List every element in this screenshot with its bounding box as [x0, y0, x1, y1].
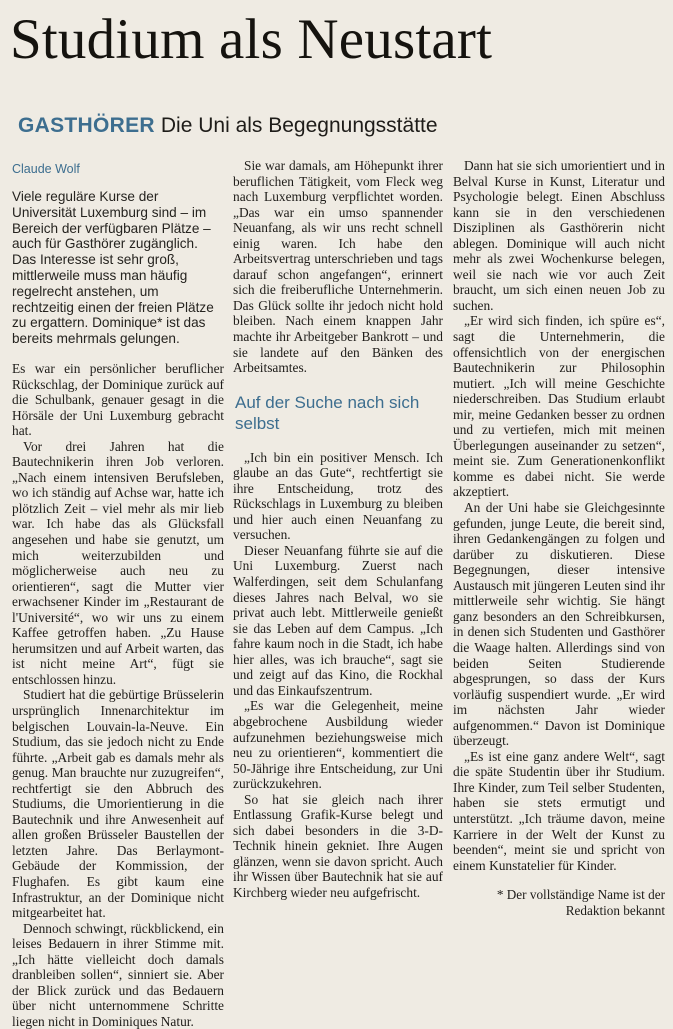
section-heading: Auf der Suche nach sich selbst [235, 392, 420, 433]
article-column-2 [233, 158, 443, 901]
body-paragraph: Studiert hat die gebürtige Brüsselerin ursprünglich Innenarchitektur im belgischen Louvain-la-Neuve. Ein Studium, das sie jedoch nicht zu Ende führte. „Arbeit gab es damals mehr als genug. Man brauchte nur zuzugreifen“, rechtfertigt sie den Abbruch des Studiums, die Umorientierung in die Bautechnik und ihre Anwesenheit auf allen großen Brüsseler Baustellen der letzten Jahre. Das Berlaymont-Gebäude der Kommission, der Flughafen. Es gibt kaum eine Infrastruktur, an der Dominique nicht mitgearbeitet hat. [12, 687, 224, 921]
body-paragraph: „Er wird sich finden, ich spüre es“, sagt die Unternehmerin, die offensichtlich von der energischen Bautechnikerin zur Philosophin mutiert. „Ich will meine Geschichte niederschreiben. Das Studium erlaubt mir, meine Gedanken besser zu ordnen und zu vertiefen, mich mit meinen Überlegungen auseinander zu setzen“, meint sie. Zum Generationenkonflikt komme es dabei nicht. Sie werde akzeptiert. [453, 313, 665, 500]
body-paragraph: „Ich bin ein positiver Mensch. Ich glaube an das Gute“, rechtfertigt sie ihre Entscheidung, trotz des Rückschlags in Luxemburg zu bleiben und hier auch einen Neuanfang zu versuchen. [233, 449, 443, 543]
body-paragraph: Es war ein persönlicher beruflicher Rückschlag, der Dominique zurück auf die Schulbank, genauer gesagt in die Hörsäle der Uni Luxemburg gebracht hat. [12, 360, 224, 439]
subheadline [18, 112, 658, 140]
footnote: * Der vollständige Name ist der Redaktion bekannt [496, 887, 665, 918]
body-paragraph: Sie war damals, am Höhepunkt ihrer beruflichen Tätigkeit, vom Fleck weg nach Luxemburg verpflichtet worden. „Das war ein umso spannender Neuanfang, als wir uns recht schnell einig waren. Ich habe den Arbeitsvertrag unterschrieben und tags darauf schon angefangen“, erinnert sich die freiberufliche Unternehmerin. Das Glück sollte ihr jedoch nicht hold bleiben. Nach einem knappen Jahr machte ihr Arbeitgeber Bankrott – und sie landete auf den Bänken des Arbeitsamtes. [233, 158, 443, 376]
body-paragraph: Dann hat sie sich umorientiert und in Belval Kurse in Kunst, Literatur und Psychologie belegt. Einen Abschluss kann sie in den verschiedenen Disziplinen als Gasthörerin nicht ablegen. Dominique will auch nicht mehr als zwei Wochenkurse belegen, weil sie nach wie vor auch Zeit braucht, um sich einen neuen Job zu suchen. [453, 158, 665, 313]
headline: Studium als Neustart [10, 8, 493, 71]
author-byline: Claude Wolf [12, 162, 80, 176]
article-column-1 [12, 160, 224, 1029]
body-paragraph: So hat sie gleich nach ihrer Entlassung Grafik-Kurse belegt und sich dabei besonders in die 3-D-Technik hinein gekniet. Ihre Augen glänzen, wenn sie davon spricht. Auch ihr Wissen über Bautechnik hat sie auf Kirchberg wieder neu aufgefrischt. [233, 791, 443, 900]
body-paragraph: Dieser Neuanfang führte sie auf die Uni Luxemburg. Zuerst nach Walferdingen, seit dem Schulanfang dieses Jahres nach Belval, wo sie privat auch lebt. Mittlerweile genießt sie das Leben auf dem Campus. „Ich fahre kaum noch in die Stadt, ich habe hier alles, was ich brauche“, sagt sie und zeigt auf das Kino, die Rockhal und das Einkaufszentrum. [233, 542, 443, 698]
body-paragraph: „Es ist eine ganz andere Welt“, sagt die späte Studentin über ihr Studium. Ihre Kinder, zum Teil selber Studenten, haben sie stets ermutigt und unterstützt. „Ich träume davon, meine Karriere in der Welt der Kunst zu beenden“, meint sie und spricht von einem Kunstatelier für Kinder. [453, 748, 665, 873]
body-paragraph: Vor drei Jahren hat die Bautechnikerin ihren Job verloren. „Nach einem intensiven Berufsleben, wo ich ständig auf Achse war, hatte ich plötzlich Zeit – viel mehr als mir lieb war. Ich habe das als Glücksfall angesehen und habe sie genutzt, um mich weiterzubilden und möglicherweise auch neu zu orientieren“, sagt die Mutter vier erwachsener Kinder im „Restaurant de l'Université“, wo wir uns zu einem Kaffee getroffen haben. „Zu Hause herumsitzen und auf Arbeit warten, das ist nicht meine Art“, fügt sie entschlossen hinzu. [12, 438, 224, 687]
body-paragraph: An der Uni habe sie Gleichgesinnte gefunden, junge Leute, die bereit sind, ihren Gedankengängen zu folgen und darüber zu diskutieren. Diese Begegnungen, dieser intensive Austausch mit jüngeren Leuten sind ihr mittlerweile sehr wichtig. Sie hängt ganz besonders an den Schreibkursen, in denen sich Studenten und Gasthörer die Waage halten. Allerdings sind von beiden Seiten Studierende abgesprungen, so dass der Kurs vorläufig suspendiert wurde. „Er wird im nächsten Jahr wieder aufgenommen.“ Davon ist Dominique überzeugt. [453, 500, 665, 749]
body-paragraph: „Es war die Gelegenheit, meine abgebrochene Ausbildung wieder aufzunehmen beziehungsweise mich neu zu orientieren“, kommentiert die 50-Jährige ihre Entscheidung, zur Uni zurückzukehren. [233, 698, 443, 792]
lead-paragraph: Viele reguläre Kurse der Universität Luxemburg sind – im Bereich der verfügbaren Plätze – auch für Gasthörer zugänglich. Das Interesse ist sehr groß, mittlerweile muss man häufig regelrecht anstehen, um rechtzeitig einen der freien Plätze zu ergattern. Dominique* ist das bereits mehrmals gelungen. [12, 189, 214, 347]
body-paragraph: Dennoch schwingt, rückblickend, ein leises Bedauern in ihrer Stimme mit. „Ich hätte vielleicht doch damals dranbleiben sollen“, sinniert sie. Aber der Blick zurück und das Bedauern über nicht unternommene Schritte liegen nicht in Dominiques Natur. [12, 920, 224, 1029]
subtitle: Die Uni als Begegnungsstätte [160, 114, 438, 137]
article-column-3 [453, 158, 665, 918]
kicker: GASTHÖRER [18, 114, 155, 137]
